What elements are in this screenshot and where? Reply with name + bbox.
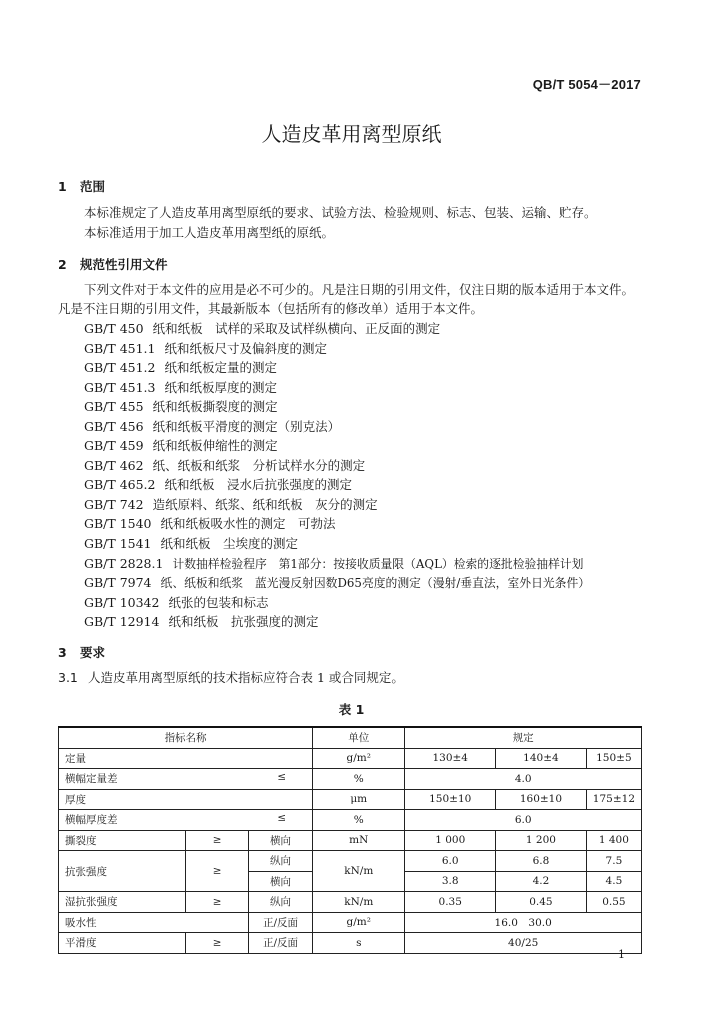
reference-code: GB/T 451.2 xyxy=(84,360,156,376)
row-name: 厚度 xyxy=(59,789,313,810)
row-unit: % xyxy=(313,769,405,790)
reference-code: GB/T 450 xyxy=(84,321,144,336)
cell-value: 1 200 xyxy=(496,830,587,851)
header-indicator-name: 指标名称 xyxy=(59,727,313,748)
direction: 正/反面 xyxy=(248,912,312,933)
reference-item xyxy=(84,554,590,574)
row-unit: kN/m xyxy=(313,892,405,913)
table-row xyxy=(59,810,642,831)
table-row xyxy=(59,830,642,851)
row-unit: % xyxy=(313,810,405,831)
standard-code: QB/T 5054－2017 xyxy=(532,77,641,92)
clause-text: 人造皮革用离型原纸的技术指标应符合表 1 或合同规定。 xyxy=(88,670,404,685)
header-specification: 规定 xyxy=(405,727,642,748)
cell-value: 150±5 xyxy=(586,748,641,769)
direction: 横向 xyxy=(248,871,312,892)
cell-value: 40/25 xyxy=(405,933,642,954)
reference-title: 纸和纸板 抗张强度的测定 xyxy=(168,614,319,630)
row-name: 湿抗张强度 xyxy=(59,892,186,913)
cell-value: 1 000 xyxy=(405,830,496,851)
reference-item xyxy=(84,593,590,613)
reference-code: GB/T 456 xyxy=(84,418,144,434)
comparison-symbol: ≥ xyxy=(186,830,248,851)
cell-value: 6.0 xyxy=(405,851,496,872)
reference-item xyxy=(84,339,590,359)
cell-value: 0.55 xyxy=(586,892,641,913)
reference-item xyxy=(84,475,590,495)
cell-value: 150±10 xyxy=(405,789,496,810)
direction: 纵向 xyxy=(248,892,312,913)
cell-value: 16.0 30.0 xyxy=(405,912,642,933)
reference-code: GB/T 742 xyxy=(84,496,144,512)
row-name xyxy=(59,810,313,831)
comparison-symbol: ≤ xyxy=(277,812,287,825)
cell-value: 1 400 xyxy=(586,830,641,851)
table-row xyxy=(59,789,642,810)
cell-value: 140±4 xyxy=(496,748,587,769)
row-name: 平滑度 xyxy=(59,933,186,954)
clause-3-1 xyxy=(58,668,404,688)
scope-paragraph-1: 本标准规定了人造皮革用离型原纸的要求、试验方法、检验规则、标志、包装、运输、贮存。 xyxy=(84,205,597,220)
row-name xyxy=(59,769,313,790)
reference-code: GB/T 465.2 xyxy=(84,477,156,493)
section-1-heading xyxy=(58,177,105,195)
comparison-symbol: ≥ xyxy=(186,933,248,954)
reference-title: 纸张的包装和标志 xyxy=(168,594,269,610)
reference-title: 纸和纸板尺寸及偏斜度的测定 xyxy=(164,340,327,356)
cell-value: 6.8 xyxy=(496,851,587,872)
section-number: 1 xyxy=(58,179,67,194)
reference-item xyxy=(84,319,590,339)
section-number: 3 xyxy=(58,645,67,660)
comparison-symbol: ≥ xyxy=(186,892,248,913)
cell-value: 6.0 xyxy=(405,810,642,831)
reference-code: GB/T 2828.1 xyxy=(84,555,164,571)
row-name: 撕裂度 xyxy=(59,830,186,851)
reference-code: GB/T 462 xyxy=(84,457,144,473)
reference-item xyxy=(84,495,590,515)
reference-item xyxy=(84,573,590,593)
cell-value: 4.2 xyxy=(496,871,587,892)
reference-title: 纸和纸板平滑度的测定（别克法） xyxy=(152,418,341,434)
row-name: 抗张强度 xyxy=(59,851,186,892)
page-number: 1 xyxy=(618,948,625,961)
reference-title: 计数抽样检验程序 第1部分：按接收质量限（AQL）检索的逐批检验抽样计划 xyxy=(172,556,584,571)
reference-code: GB/T 459 xyxy=(84,438,144,454)
table-row xyxy=(59,912,642,933)
reference-title: 纸和纸板 尘埃度的测定 xyxy=(160,536,299,552)
section-number: 2 xyxy=(58,257,67,272)
reference-title: 纸、纸板和纸浆 分析试样水分的测定 xyxy=(152,457,366,473)
row-name: 吸水性 xyxy=(59,912,249,933)
reference-title: 纸和纸板撕裂度的测定 xyxy=(152,399,278,415)
technical-spec-table xyxy=(58,726,642,954)
header-unit: 单位 xyxy=(313,727,405,748)
comparison-symbol: ≥ xyxy=(186,851,248,892)
reference-item xyxy=(84,397,590,417)
refs-intro-line-2: 凡是不注日期的引用文件，其最新版本（包括所有的修改单）适用于本文件。 xyxy=(58,301,484,316)
reference-code: GB/T 451.3 xyxy=(84,379,156,395)
table-row xyxy=(59,933,642,954)
scope-paragraph-2: 本标准适用于加工人造皮革用离型纸的原纸。 xyxy=(84,225,335,240)
direction: 纵向 xyxy=(248,851,312,872)
row-label: 横幅定量差 xyxy=(65,773,118,786)
reference-title: 纸和纸板吸水性的测定 可勃法 xyxy=(160,516,336,532)
reference-item xyxy=(84,358,590,378)
row-unit: s xyxy=(313,933,405,954)
cell-value: 0.35 xyxy=(405,892,496,913)
reference-title: 纸和纸板 试样的采取及试样纵横向、正反面的测定 xyxy=(152,321,441,336)
table-row xyxy=(59,851,642,872)
table-row xyxy=(59,748,642,769)
table-caption: 表 1 xyxy=(338,702,365,717)
clause-number: 3.1 xyxy=(58,670,78,685)
direction: 横向 xyxy=(248,830,312,851)
reference-code: GB/T 1540 xyxy=(84,516,152,532)
cell-value: 0.45 xyxy=(496,892,587,913)
reference-title: 纸和纸板 浸水后抗张强度的测定 xyxy=(164,477,352,493)
cell-value: 130±4 xyxy=(405,748,496,769)
comparison-symbol: ≤ xyxy=(277,771,287,784)
reference-code: GB/T 7974 xyxy=(84,575,152,591)
reference-item xyxy=(84,514,590,534)
row-unit: g/m² xyxy=(313,748,405,769)
reference-title: 纸和纸板厚度的测定 xyxy=(164,379,277,395)
reference-item xyxy=(84,378,590,398)
reference-code: GB/T 1541 xyxy=(84,536,152,552)
reference-title: 纸和纸板定量的测定 xyxy=(164,360,277,376)
reference-title: 纸和纸板伸缩性的测定 xyxy=(152,438,278,454)
cell-value: 160±10 xyxy=(496,789,587,810)
table-header-row xyxy=(59,727,642,748)
cell-value: 7.5 xyxy=(586,851,641,872)
reference-item xyxy=(84,456,590,476)
reference-code: GB/T 12914 xyxy=(84,614,160,630)
cell-value: 4.0 xyxy=(405,769,642,790)
table-row xyxy=(59,892,642,913)
row-unit: g/m² xyxy=(313,912,405,933)
reference-code: GB/T 451.1 xyxy=(84,340,156,356)
section-title: 要求 xyxy=(80,645,106,660)
section-2-heading xyxy=(58,255,168,273)
reference-title: 纸、纸板和纸浆 蓝光漫反射因数D65亮度的测定（漫射/垂直法，室外日光条件） xyxy=(160,576,591,591)
table-row xyxy=(59,769,642,790)
row-unit: kN/m xyxy=(313,851,405,892)
normative-reference-list xyxy=(84,319,590,632)
reference-item xyxy=(84,436,590,456)
section-title: 范围 xyxy=(80,179,106,194)
cell-value: 4.5 xyxy=(586,871,641,892)
cell-value: 3.8 xyxy=(405,871,496,892)
cell-value: 175±12 xyxy=(586,789,641,810)
reference-title: 造纸原料、纸浆、纸和纸板 灰分的测定 xyxy=(152,496,378,512)
row-unit: μm xyxy=(313,789,405,810)
reference-code: GB/T 10342 xyxy=(84,594,160,610)
row-name: 定量 xyxy=(59,748,313,769)
reference-code: GB/T 455 xyxy=(84,399,144,415)
reference-item xyxy=(84,612,590,632)
refs-intro-line-1: 下列文件对于本文件的应用是必不可少的。凡是注日期的引用文件，仅注日期的版本适用于本文件。 xyxy=(84,282,635,297)
section-3-heading xyxy=(58,643,105,661)
row-label: 横幅厚度差 xyxy=(65,814,118,827)
section-title: 规范性引用文件 xyxy=(80,257,168,272)
row-unit: mN xyxy=(313,830,405,851)
document-title: 人造皮革用离型原纸 xyxy=(261,122,442,146)
reference-item xyxy=(84,417,590,437)
reference-item xyxy=(84,534,590,554)
direction: 正/反面 xyxy=(248,933,312,954)
